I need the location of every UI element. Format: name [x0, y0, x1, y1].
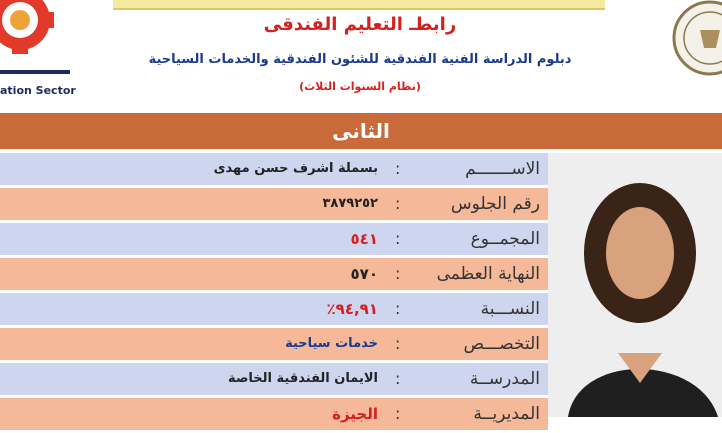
- table-row: [0, 223, 548, 258]
- row-label: المدرســة: [469, 369, 540, 389]
- person-photo-icon: [548, 153, 722, 417]
- row-label: رقم الجلوس: [450, 194, 540, 214]
- specialization: خدمات سياحية: [285, 336, 378, 351]
- row-colon: :: [395, 229, 401, 248]
- table-row: [0, 363, 548, 398]
- system-label: (نظام السنوات الثلاث): [299, 80, 421, 93]
- table-row: [0, 188, 548, 223]
- row-colon: :: [395, 299, 401, 318]
- row-colon: :: [395, 194, 401, 213]
- total-score: ٥٤١: [350, 230, 378, 248]
- row-colon: :: [395, 369, 401, 388]
- table-row: [0, 258, 548, 293]
- row-label: النســـبة: [480, 299, 540, 319]
- directorate: الجيزة: [332, 405, 378, 423]
- table-row: [0, 328, 548, 363]
- table-row: [0, 398, 548, 433]
- table-row: [0, 293, 548, 328]
- row-label: المديريــة: [473, 404, 540, 424]
- sector-logo-icon: [0, 0, 70, 80]
- row-label: التخصـــص: [463, 334, 540, 354]
- table-row: [0, 153, 548, 188]
- diploma-subtitle: دبلوم الدراسة الفنية الفندقية للشئون الفندقية والخدمات السياحية: [148, 52, 572, 67]
- student-photo: [548, 153, 722, 417]
- row-colon: :: [395, 334, 401, 353]
- row-label: المجمــوع: [470, 229, 540, 249]
- result-table: [0, 153, 548, 433]
- row-colon: :: [395, 159, 401, 178]
- row-label: الاســـــــم: [465, 159, 540, 179]
- row-colon: :: [395, 264, 401, 283]
- left-logo-text: ation Sector: [0, 84, 76, 97]
- band-title: الثانى: [332, 119, 390, 143]
- max-score: ٥٧٠: [350, 265, 378, 283]
- ministry-seal-icon: [660, 0, 722, 80]
- top-strip: [113, 0, 605, 10]
- page-title: رابطـ التعليم الفندقى: [263, 14, 457, 35]
- row-label: النهاية العظمى: [436, 264, 540, 284]
- seat-number: ٣٨٧٩٢٥٢: [322, 196, 378, 211]
- school-name: الايمان الفندقية الخاصة: [227, 371, 378, 386]
- student-name: بسملة اشرف حسن مهدى: [213, 161, 378, 176]
- percentage: ٩٤,٩١٪: [326, 300, 378, 318]
- row-colon: :: [395, 404, 401, 423]
